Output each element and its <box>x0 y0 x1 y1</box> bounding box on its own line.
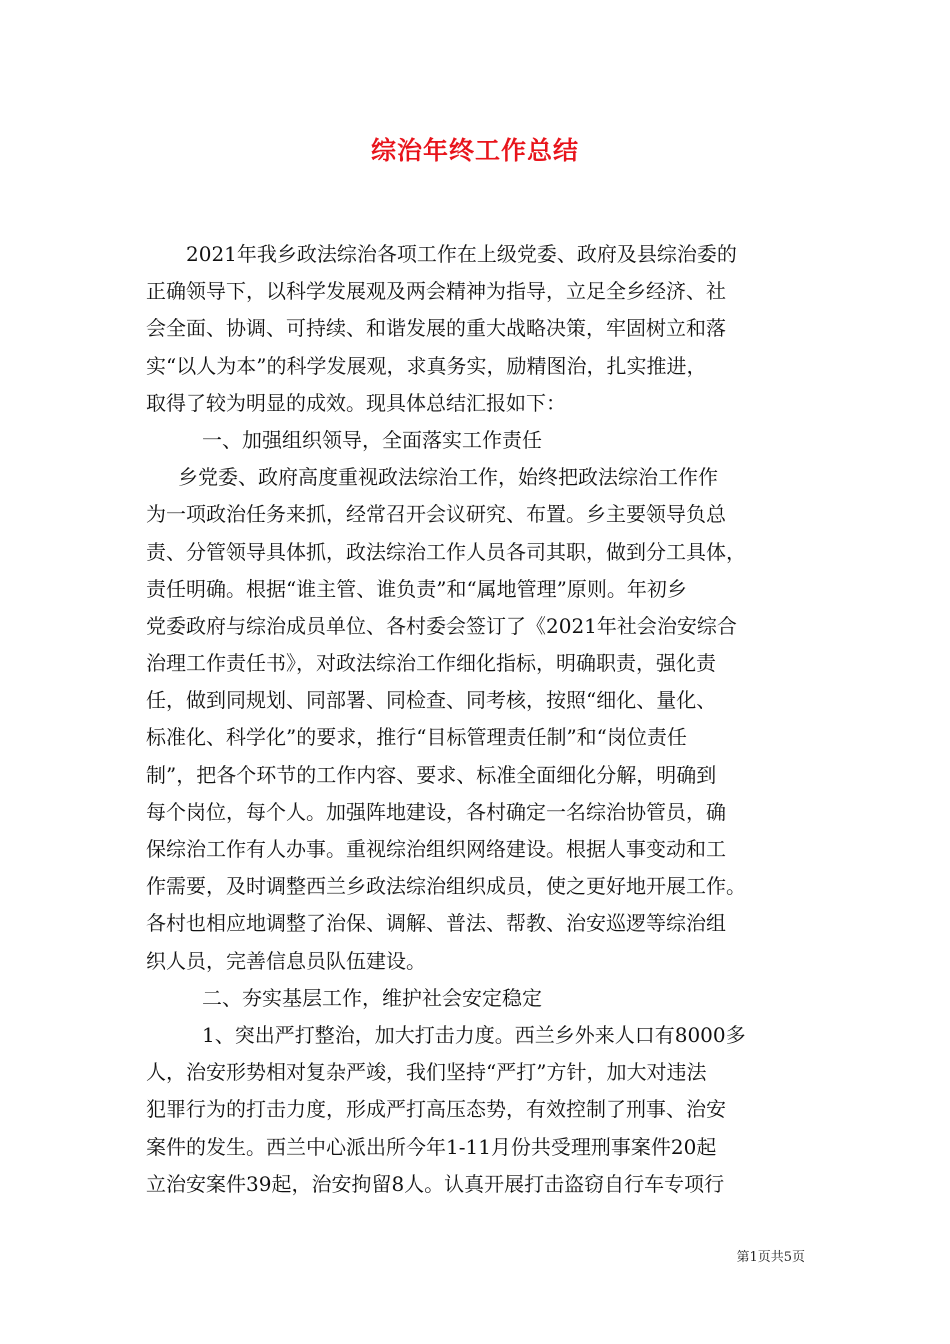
text-line: 取得了较为明显的成效。现具体总结汇报如下： <box>146 390 566 415</box>
text-line: 标准化、科学化”的要求，推行“目标管理责任制”和“岗位责任 <box>146 725 687 750</box>
document-body <box>146 236 806 1203</box>
text-line: 正确领导下，以科学发展观及两会精神为指导，立足全乡经济、社 <box>146 279 726 304</box>
text-line: 会全面、协调、可持续、和谐发展的重大战略决策，牢固树立和落 <box>146 316 726 341</box>
text-line: 案件的发生。西兰中心派出所今年1-11月份共受理刑事案件20起 <box>146 1134 717 1159</box>
text-line: 制”，把各个环节的工作内容、要求、标准全面细化分解，明确到 <box>146 762 717 787</box>
text-line: 一、加强组织领导，全面落实工作责任 <box>202 427 542 452</box>
text-line: 治理工作责任书》，对政法综治工作细化指标，明确职责，强化责 <box>146 651 716 676</box>
text-line: 作需要，及时调整西兰乡政法综治组织成员，使之更好地开展工作。 <box>146 874 746 899</box>
text-line: 责、分管领导具体抓，政法综治工作人员各司其职，做到分工具体， <box>146 539 746 564</box>
text-line: 为一项政治任务来抓，经常召开会议研究、布置。乡主要领导负总 <box>146 502 726 527</box>
text-line: 1、突出严打整治，加大打击力度。西兰乡外来人口有8000多 <box>202 1022 746 1047</box>
text-line: 任，做到同规划、同部署、同检查、同考核，按照“细化、量化、 <box>146 688 717 713</box>
text-line: 人，治安形势相对复杂严竣，我们坚持“严打”方针，加大对违法 <box>146 1060 707 1085</box>
text-line: 实“以人为本”的科学发展观，求真务实，励精图治，扎实推进， <box>146 353 707 378</box>
text-line: 乡党委、政府高度重视政法综治工作，始终把政法综治工作作 <box>178 465 718 490</box>
text-line: 党委政府与综治成员单位、各村委会签订了《2021年社会治安综合 <box>146 613 737 638</box>
text-line: 保综治工作有人办事。重视综治组织网络建设。根据人事变动和工 <box>146 837 726 861</box>
text-line: 立治安案件39起，治安拘留8人。认真开展打击盗窃自行车专项行 <box>146 1171 725 1196</box>
text-line: 织人员，完善信息员队伍建设。 <box>146 948 426 973</box>
text-line: 各村也相应地调整了治保、调解、普法、帮教、治安巡逻等综治组 <box>146 911 726 936</box>
text-line: 每个岗位，每个人。加强阵地建设，各村确定一名综治协管员，确 <box>146 799 726 824</box>
text-line: 二、夯实基层工作，维护社会安定稳定 <box>202 985 542 1010</box>
text-line: 责任明确。根据“谁主管、谁负责”和“属地管理”原则。年初乡 <box>146 576 687 601</box>
page-title: 综治年终工作总结 <box>370 136 579 165</box>
text-line: 犯罪行为的打击力度，形成严打高压态势，有效控制了刑事、治安 <box>146 1097 726 1122</box>
page-footer: 第1页共5页 <box>736 1250 805 1265</box>
text-line: 2021年我乡政法综治各项工作在上级党委、政府及县综治委的 <box>186 242 737 266</box>
